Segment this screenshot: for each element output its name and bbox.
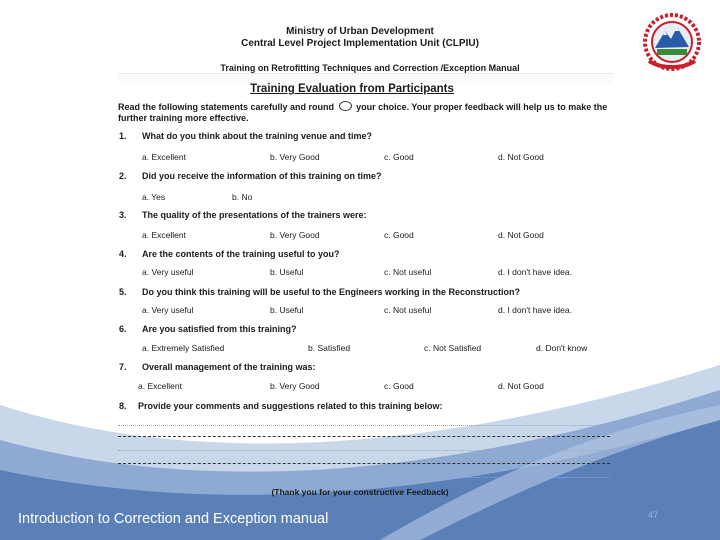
page-number: 47 [648, 510, 659, 520]
q3-option-d[interactable]: d. Not Good [498, 230, 544, 240]
training-title: Training on Retrofitting Techniques and Correction /Exception Manual [220, 63, 520, 73]
thanks-note: (Thank you for your constructive Feedback) [271, 487, 449, 497]
comment-line-1[interactable] [118, 425, 610, 426]
q6-option-d[interactable]: d. Don't know [536, 343, 588, 353]
question-8-text: Provide your comments and suggestions related to this training below: [138, 401, 443, 411]
question-3-text: The quality of the presentations of the trainers were: [142, 210, 367, 220]
question-2-text: Did you receive the information of this training on time? [142, 171, 382, 181]
q7-option-a[interactable]: a. Excellent [138, 381, 182, 391]
comment-line-4[interactable] [118, 463, 610, 464]
q6-option-b[interactable]: b. Satisfied [308, 343, 351, 353]
title-divider [118, 73, 613, 83]
evaluation-title: Training Evaluation from Participants [250, 83, 454, 95]
q5-option-a[interactable]: a. Very useful [142, 305, 194, 315]
question-4-text: Are the contents of the training useful to you? [142, 249, 340, 259]
question-2-number: 2. [119, 171, 127, 181]
q4-option-b[interactable]: b. Useful [270, 267, 304, 277]
q6-option-c[interactable]: c. Not Satisfied [424, 343, 482, 353]
q5-option-b[interactable]: b. Useful [270, 305, 304, 315]
q4-option-d[interactable]: d. I don't have idea. [498, 267, 572, 277]
question-3-number: 3. [119, 210, 127, 220]
unit-heading: Central Level Project Implementation Unit (CLPIU) [241, 38, 479, 49]
q7-option-d[interactable]: d. Not Good [498, 381, 544, 391]
q2-option-a[interactable]: a. Yes [142, 192, 166, 202]
comment-line-2[interactable] [118, 436, 610, 437]
q4-option-c[interactable]: c. Not useful [384, 267, 432, 277]
slide-footer-title: Introduction to Correction and Exception manual [18, 511, 329, 527]
instructions-part1: Read the following statements carefully and round [118, 102, 335, 112]
q3-option-a[interactable]: a. Excellent [142, 230, 186, 240]
question-7-number: 7. [119, 362, 127, 372]
nepal-emblem-icon [641, 13, 703, 71]
comment-line-3[interactable] [118, 450, 610, 451]
q4-option-a[interactable]: a. Very useful [142, 267, 194, 277]
q7-option-b[interactable]: b. Very Good [270, 381, 320, 391]
comment-line-5[interactable] [118, 477, 610, 478]
q1-option-c[interactable]: c. Good [384, 152, 414, 162]
question-4-number: 4. [119, 249, 127, 259]
question-8-number: 8. [119, 401, 127, 411]
q3-option-c[interactable]: c. Good [384, 230, 414, 240]
question-1-number: 1. [119, 131, 127, 141]
q1-option-d[interactable]: d. Not Good [498, 152, 544, 162]
question-5-number: 5. [119, 287, 127, 297]
q5-option-c[interactable]: c. Not useful [384, 305, 432, 315]
question-6-text: Are you satisfied from this training? [142, 324, 297, 334]
ministry-heading: Ministry of Urban Development [286, 26, 434, 37]
question-7-text: Overall management of the training was: [142, 362, 316, 372]
instructions-part2: your choice. Your proper feedback will help us to make the further training more effective. [118, 102, 608, 123]
q3-option-b[interactable]: b. Very Good [270, 230, 320, 240]
q6-option-a[interactable]: a. Extremely Satisfied [142, 343, 225, 353]
q1-option-a[interactable]: a. Excellent [142, 152, 186, 162]
q2-option-b[interactable]: b. No [232, 192, 253, 202]
question-6-number: 6. [119, 324, 127, 334]
instructions [118, 101, 613, 124]
question-5-text: Do you think this training will be useful to the Engineers working in the Reconstruction? [142, 287, 521, 297]
question-1-text: What do you think about the training venue and time? [142, 131, 373, 141]
q5-option-d[interactable]: d. I don't have idea. [498, 305, 572, 315]
round-circle-icon [339, 101, 352, 111]
q1-option-b[interactable]: b. Very Good [270, 152, 320, 162]
q7-option-c[interactable]: c. Good [384, 381, 414, 391]
